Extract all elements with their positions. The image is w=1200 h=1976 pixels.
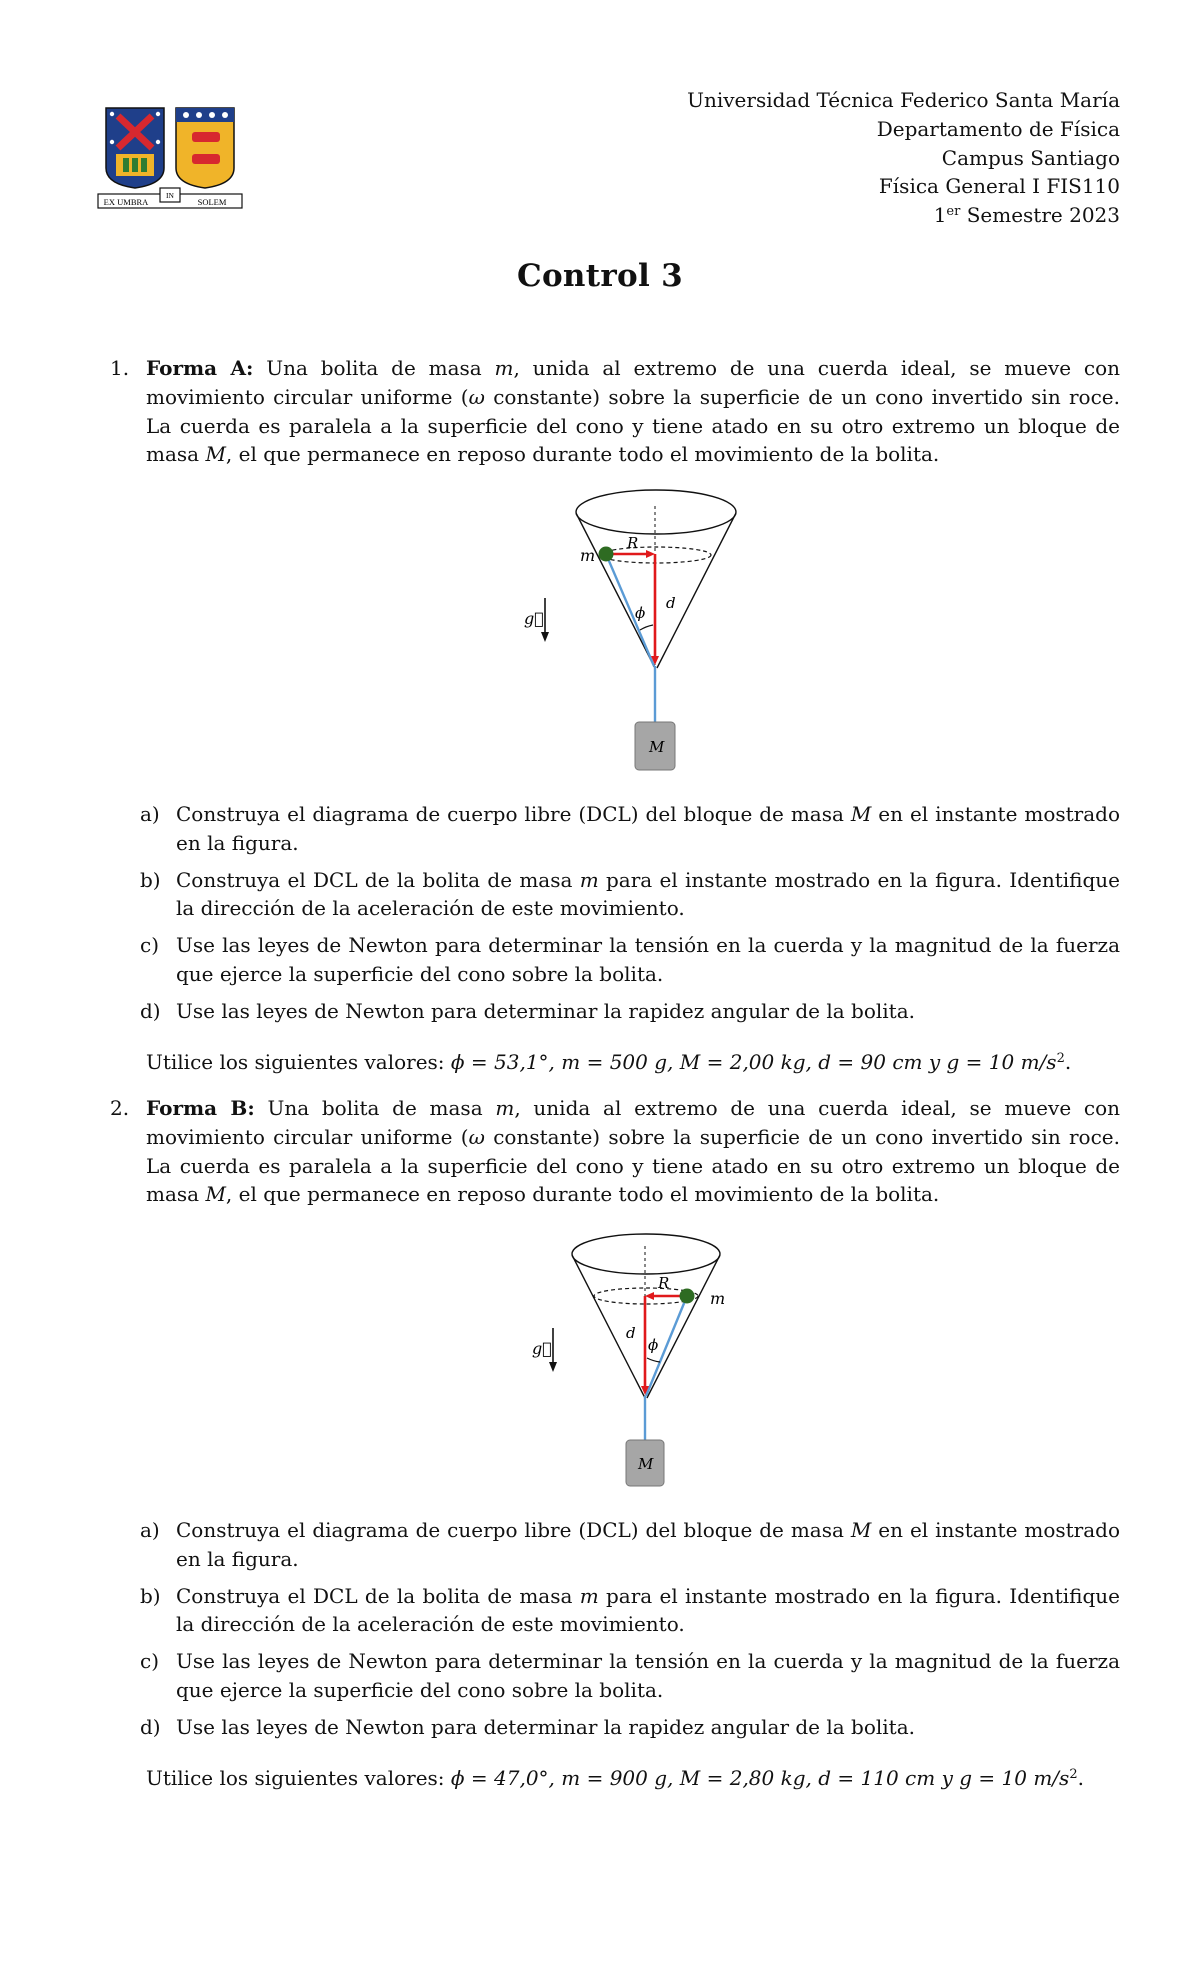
problem-2 <box>110 1094 1120 1209</box>
problem-statement: Forma A: Una bolita de masa m, unida al extremo de una cuerda ideal, se mueve con movimiento circular uniforme (ω constante) sobre la superficie de un cono invertido sin roce. La cuerda es paralela a la superficie del cono y tiene atado en su otro extremo un bloque de masa M, el que permanece en reposo durante todo el movimiento de la bolita. <box>146 356 1121 467</box>
semester-line: 1er Semestre 2023 <box>933 203 1120 228</box>
problem-2-values: Utilice los siguientes valores: ϕ = 47,0°, m = 900 g, M = 2,80 kg, d = 110 cm y g = 10 $m/s^2$. <box>146 1766 1084 1790</box>
problem-number: 2. <box>110 1096 130 1120</box>
department-name: Departamento de Física <box>876 116 1120 141</box>
block-mass-label: M <box>649 738 665 756</box>
cone-figure-a <box>520 484 760 778</box>
question-label: c) <box>140 933 160 958</box>
distance-label: d <box>626 1324 636 1342</box>
problem-number: 1. <box>110 356 130 380</box>
question-c: c) Use las leyes de Newton para determinar la tensión en la cuerda y la magnitud de la fuerza que ejerce la superficie del cono sobre la bolita. <box>140 1649 1120 1702</box>
question-label: a) <box>140 1518 160 1542</box>
problem-1-questions <box>140 800 1120 1026</box>
question-a: a) Construya el diagrama de cuerpo libre (DCL) del bloque de masa M en el instante mostrado en la figura. <box>140 802 1120 855</box>
course-name: Física General I FIS110 <box>878 174 1120 199</box>
institution-header <box>687 86 1120 230</box>
problem-1-values: Utilice los siguientes valores: ϕ = 53,1°, m = 500 g, M = 2,00 kg, d = 90 cm y g = 10 $m/s^2$. <box>146 1050 1072 1074</box>
question-label: b) <box>140 867 161 892</box>
question-b: b) Construya el DCL de la bolita de masa m para el instante mostrado en la figura. Identifique la dirección de la aceleración de este movimiento. <box>140 1583 1121 1637</box>
question-label: a) <box>140 802 160 826</box>
question-label: d) <box>140 1714 161 1739</box>
crest-motto-left: EX UMBRA <box>103 197 149 207</box>
problem-2-questions <box>140 1516 1120 1742</box>
question-a: a) Construya el diagrama de cuerpo libre (DCL) del bloque de masa M en el instante mostrado en la figura. <box>140 1518 1120 1571</box>
crest-motto-right: SOLEM <box>197 197 227 207</box>
distance-label: d <box>666 594 676 612</box>
page-title: Control 3 <box>516 258 684 294</box>
angle-label: ϕ <box>635 604 646 622</box>
question-d: d) Use las leyes de Newton para determinar la rapidez angular de la bolita. <box>140 997 1120 1026</box>
gravity-label: g⃗ <box>524 609 544 628</box>
problem-1 <box>110 354 1120 469</box>
university-crest-logo <box>96 102 244 214</box>
question-label: b) <box>140 1583 161 1608</box>
ball-mass-label: m <box>580 546 596 565</box>
block-mass-label: M <box>638 1455 654 1473</box>
radius-label: R <box>658 1274 670 1292</box>
university-name: Universidad Técnica Federico Santa María <box>687 88 1120 112</box>
angle-label: ϕ <box>648 1336 659 1354</box>
radius-label: R <box>627 534 639 552</box>
question-d: d) Use las leyes de Newton para determinar la rapidez angular de la bolita. <box>140 1713 1120 1742</box>
gravity-label: g⃗ <box>532 1339 552 1358</box>
question-label: c) <box>140 1649 160 1674</box>
question-c: c) Use las leyes de Newton para determinar la tensión en la cuerda y la magnitud de la fuerza que ejerce la superficie del cono sobre la bolita. <box>140 933 1120 986</box>
question-b: b) Construya el DCL de la bolita de masa m para el instante mostrado en la figura. Identifique la dirección de la aceleración de este movimiento. <box>140 867 1121 921</box>
question-label: d) <box>140 998 161 1023</box>
campus-name: Campus Santiago <box>941 145 1120 170</box>
problem-statement: Forma B: Una bolita de masa m, unida al extremo de una cuerda ideal, se mueve con movimiento circular uniforme (ω constante) sobre la superficie de un cono invertido sin roce. La cuerda es paralela a la superficie del cono y tiene atado en su otro extremo un bloque de masa M, el que permanece en reposo durante todo el movimiento de la bolita. <box>146 1096 1121 1207</box>
crest-motto-mid: IN <box>166 191 174 200</box>
ball-mass-label: m <box>710 1289 726 1308</box>
cone-figure-b <box>520 1226 760 1490</box>
